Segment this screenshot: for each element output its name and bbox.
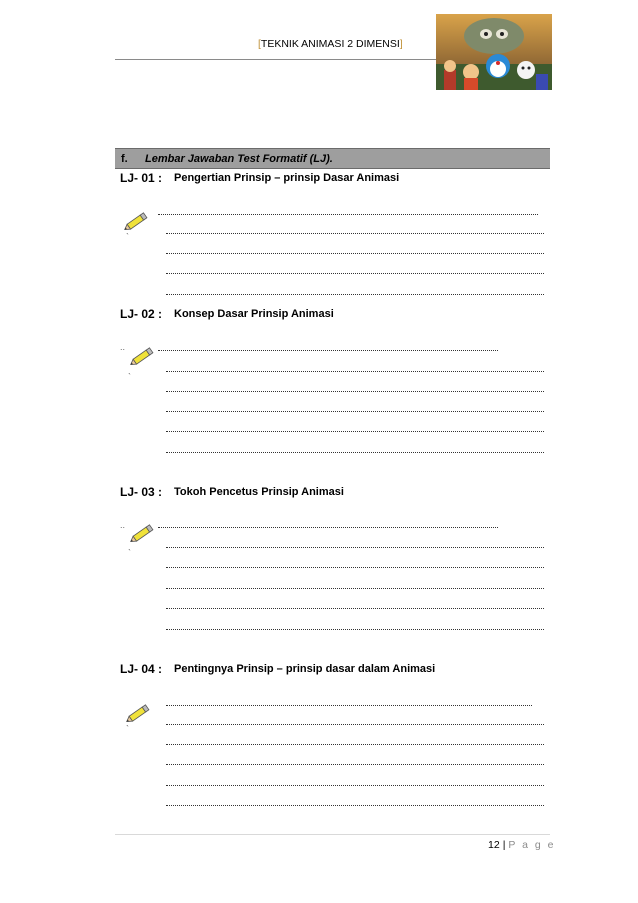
section-title: Lembar Jawaban Test Formatif (LJ). (145, 153, 333, 165)
tick-mark: ` (128, 372, 131, 382)
pencil-icon (128, 343, 158, 369)
answer-line[interactable] (166, 744, 544, 745)
question-code: LJ- 01 : (120, 171, 163, 185)
answer-line[interactable] (158, 350, 498, 351)
header-illustration (436, 14, 552, 90)
answer-line[interactable] (166, 233, 544, 234)
answer-line[interactable] (166, 724, 544, 725)
question-title: Pentingnya Prinsip – prinsip dasar dalam Animasi (174, 663, 436, 675)
answer-line[interactable] (158, 527, 498, 528)
section-letter: f. (121, 153, 128, 165)
question-code: LJ- 04 : (120, 662, 163, 676)
cartoon-illustration-icon (436, 14, 552, 90)
header-title: TEKNIK ANIMASI 2 DIMENSI (260, 38, 400, 50)
tick-mark: ` (126, 724, 129, 734)
answer-line[interactable] (166, 547, 544, 548)
question-title: Konsep Dasar Prinsip Animasi (174, 308, 334, 320)
answer-line[interactable] (166, 294, 544, 295)
answer-line[interactable] (166, 253, 544, 254)
answer-line[interactable] (158, 214, 538, 215)
running-header (258, 38, 403, 50)
answer-line[interactable] (166, 391, 544, 392)
answer-line[interactable] (166, 371, 544, 372)
answer-line[interactable] (166, 567, 544, 568)
answer-line[interactable] (166, 764, 544, 765)
question-code: LJ- 03 : (120, 485, 163, 499)
question-title: Pengertian Prinsip – prinsip Dasar Animasi (174, 172, 400, 184)
question-title: Tokoh Pencetus Prinsip Animasi (174, 486, 344, 498)
answer-line[interactable] (166, 705, 532, 706)
answer-line[interactable] (166, 805, 544, 806)
page-number: 12 (488, 839, 500, 851)
header-rule (115, 59, 436, 60)
header-bracket-close: ] (399, 38, 403, 50)
lead-dots: .. (120, 342, 126, 352)
page-label: P a g e (508, 839, 556, 851)
header-bracket-open: [ (258, 38, 261, 50)
answer-line[interactable] (166, 452, 544, 453)
answer-line[interactable] (166, 588, 544, 589)
footer-separator: | (502, 839, 506, 851)
answer-line[interactable] (166, 431, 544, 432)
answer-line[interactable] (166, 785, 544, 786)
tick-mark: ` (126, 232, 129, 242)
answer-line[interactable] (166, 273, 544, 274)
tick-mark: ` (128, 548, 131, 558)
answer-line[interactable] (166, 608, 544, 609)
answer-line[interactable] (166, 629, 544, 630)
question-code: LJ- 02 : (120, 307, 163, 321)
lead-dots: .. (120, 520, 126, 530)
pencil-icon (122, 208, 152, 234)
footer-rule (115, 834, 550, 835)
page-footer (488, 839, 556, 851)
pencil-icon (128, 520, 158, 546)
answer-line[interactable] (166, 411, 544, 412)
pencil-icon (124, 700, 154, 726)
